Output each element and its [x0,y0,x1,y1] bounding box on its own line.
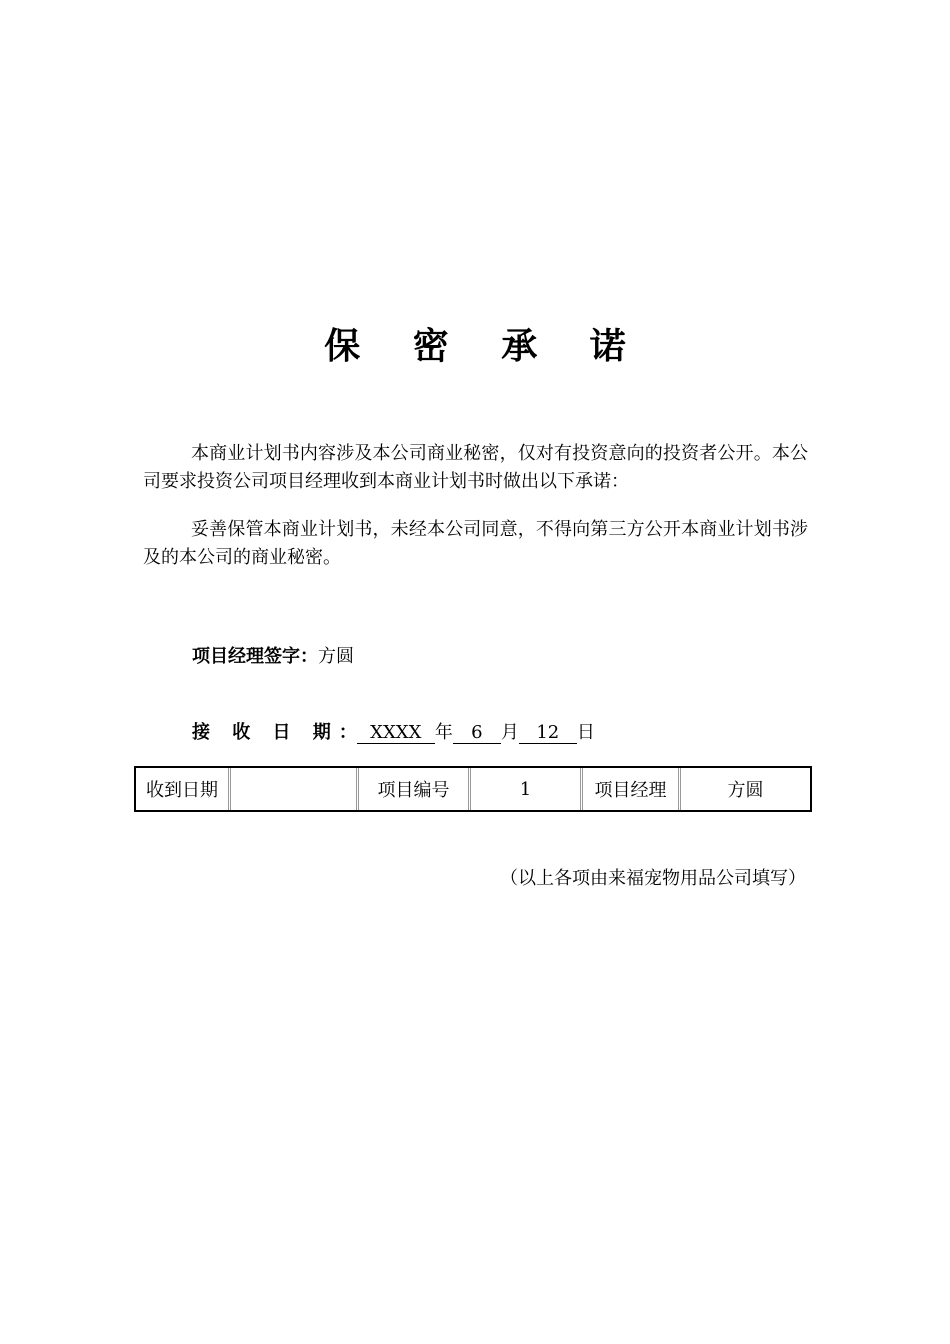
year-unit: 年 [434,722,453,743]
receive-date-label: 接 收 日 期 [192,722,339,743]
month-field: 6 [453,723,501,744]
document-title: 保 密 承 诺 [324,326,646,367]
footer-note: （以上各项由来福宠物用品公司填写） [500,868,806,889]
month-unit: 月 [500,722,519,743]
project-manager-value-cell: 方圆 [727,780,764,801]
receive-date-line [192,718,595,744]
day-field: 12 [519,723,577,744]
project-manager-label-cell: 项目经理 [583,768,681,810]
receive-date-colon: ： [338,722,357,743]
year-field: XXXX [357,723,435,744]
signature-value: 方圆 [318,646,354,667]
commitment-paragraph: 妥善保管本商业计划书，未经本公司同意，不得向第三方公开本商业计划书涉及的本公司的商业秘密。 [143,519,808,568]
signature-label: 项目经理签字： [192,646,318,667]
project-number-value-cell: 1 [471,768,583,810]
day-unit: 日 [576,722,595,743]
info-table [134,766,812,812]
project-number-label-cell: 项目编号 [359,768,471,810]
received-date-label-cell: 收到日期 [136,768,231,810]
table-row [136,768,810,810]
intro-paragraph: 本商业计划书内容涉及本公司商业秘密，仅对有投资意向的投资者公开。本公司要求投资公司项目经理收到本商业计划书时做出以下承诺： [143,443,808,492]
received-date-value-cell [231,768,359,810]
signature-line [192,642,354,668]
